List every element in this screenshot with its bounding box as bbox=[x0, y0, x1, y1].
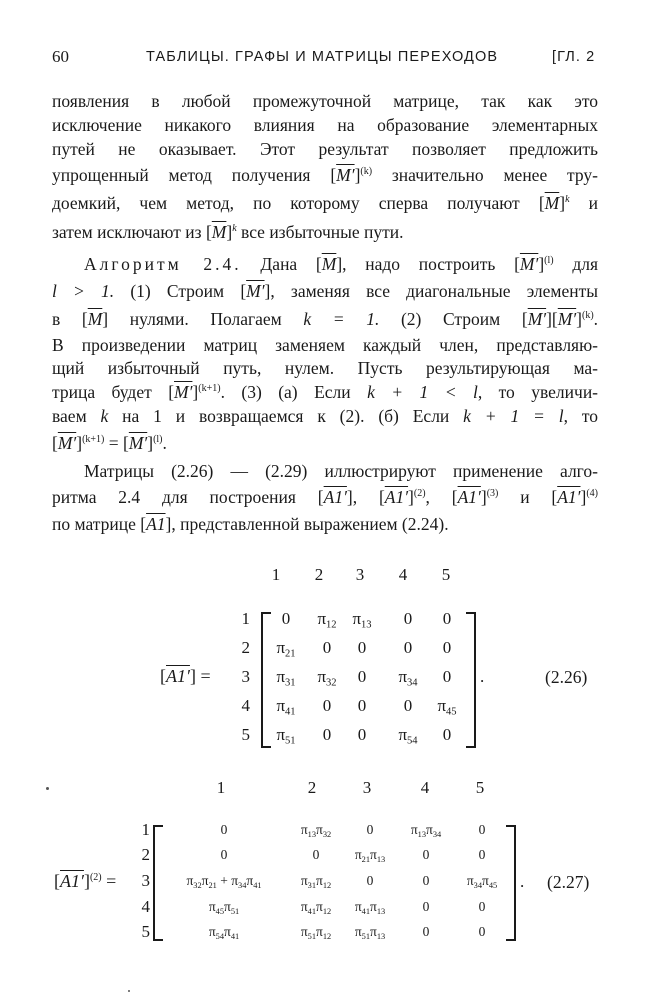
matrix-cell: 0 bbox=[422, 847, 430, 862]
text-line: исключение никакого влияния на образование элементарных bbox=[52, 115, 598, 135]
matrix-cell: $\pi_{13}\pi_{34}$ bbox=[410, 822, 442, 839]
column-header: 3 bbox=[355, 565, 365, 584]
matrix-cell: $\pi_{54}$ bbox=[398, 725, 418, 747]
matrix-cell: 0 bbox=[281, 609, 291, 628]
matrix-cell: $\pi_{13}$ bbox=[352, 609, 372, 631]
matrix-cell: $\pi_{31}$ bbox=[276, 667, 296, 689]
matrix-cell: $\pi_{41}$ bbox=[276, 696, 296, 718]
matrix-cell: 0 bbox=[357, 638, 367, 657]
formula: $[M']^{(k+1)} = [M']^{(l)}$. bbox=[52, 433, 167, 453]
matrix-cell: $\pi_{21}\pi_{13}$ bbox=[354, 847, 386, 864]
text-line: В произведении матриц заменяем каждый член, представляю- bbox=[52, 335, 598, 355]
matrix-cell: 0 bbox=[422, 873, 430, 888]
formula: $[A1']^{(3)}$ bbox=[451, 487, 499, 507]
matrix-cell: 0 bbox=[357, 667, 367, 686]
running-title: ТАБЛИЦЫ. ГРАФЫ И МАТРИЦЫ ПЕРЕХОДОВ bbox=[146, 49, 499, 65]
formula: $[A1']^{(2)}$, bbox=[378, 487, 430, 507]
column-header: 5 bbox=[475, 778, 485, 797]
matrix-cell: $\pi_{32}$ bbox=[317, 667, 337, 689]
text-fragment: и bbox=[588, 193, 599, 213]
row-header: 1 bbox=[141, 820, 150, 839]
text-fragment: доемкий, чем метод, по которому сперва получают bbox=[52, 193, 520, 213]
row-header: 2 bbox=[141, 845, 150, 864]
row-header: 5 bbox=[141, 922, 150, 941]
matrix-cell: $\pi_{34}\pi_{45}$ bbox=[466, 873, 498, 890]
matrix-cell: $\pi_{31}\pi_{12}$ bbox=[300, 873, 332, 890]
matrix-cell: 0 bbox=[442, 638, 452, 657]
formula: [A1] bbox=[140, 514, 172, 534]
text-line: появления в любой промежуточной матрице, так как это bbox=[52, 91, 598, 111]
text-line: ваем k на 1 и возвращаемся к (2). (б) Если k + 1 = l, то bbox=[52, 406, 598, 426]
row-header: 5 bbox=[241, 725, 250, 744]
column-header: 4 bbox=[420, 778, 430, 797]
matrix-cell: $\pi_{41}\pi_{12}$ bbox=[300, 899, 332, 916]
matrix-cell: $\pi_{45}$ bbox=[437, 696, 457, 718]
matrix-cell: 0 bbox=[312, 847, 320, 862]
matrix-cell: $\pi_{41}\pi_{13}$ bbox=[354, 899, 386, 916]
formula: $[M']^{(k+1)}$. bbox=[168, 382, 225, 402]
matrix-cell: 0 bbox=[442, 667, 452, 686]
formula: [M′] bbox=[240, 281, 271, 301]
matrix-cell: 0 bbox=[422, 899, 430, 914]
matrix-cell: $\pi_{32}\pi_{21} + \pi_{34}\pi_{41}$ bbox=[186, 873, 262, 890]
matrix-cell: $\pi_{51}$ bbox=[276, 725, 296, 747]
text-line: ритма 2.4 для построения [A1′], $[A1']^{(2)}$, $[A1']^{(3)}$ и $[A1']^{(4)}$ bbox=[52, 487, 598, 507]
matrix-cell: 0 bbox=[478, 847, 486, 862]
matrix-cell: 0 bbox=[442, 725, 452, 744]
text-line bbox=[52, 163, 598, 187]
matrix-cell: 0 bbox=[422, 924, 430, 939]
formula: $[M']^{(k)}$ bbox=[330, 165, 373, 185]
formula: $[\overline{M}]^k$ bbox=[538, 193, 570, 213]
formula: $[M'][M']^{(k)}$. bbox=[521, 309, 599, 329]
formula: k + 1 = l bbox=[463, 406, 564, 426]
column-header: 5 bbox=[441, 565, 451, 584]
period: . bbox=[520, 872, 525, 891]
matrix-cell: 0 bbox=[403, 638, 413, 657]
algorithm-title: Алгоритм 2.4. bbox=[84, 254, 242, 274]
text-fragment: значительно менее тру- bbox=[391, 165, 598, 185]
matrix-cell: 0 bbox=[322, 725, 332, 744]
text-line bbox=[52, 220, 598, 244]
text-line: трица будет $[M']^{(k+1)}$. (3) (а) Если k + 1 < l, то увеличи- bbox=[52, 382, 599, 402]
column-header: 1 bbox=[271, 565, 281, 584]
row-header: 1 bbox=[241, 609, 250, 628]
matrix-cell: $\pi_{45}\pi_{51}$ bbox=[208, 899, 240, 916]
matrix-cell: 0 bbox=[357, 696, 367, 715]
formula: $[\overline{M}]$ bbox=[81, 309, 109, 329]
matrix-cell: $\pi_{34}$ bbox=[398, 667, 418, 689]
row-header: 4 bbox=[141, 897, 150, 916]
text-line: Матрицы (2.26) — (2.29) иллюстрируют применение алго- bbox=[84, 461, 598, 481]
text-line: путей не оказывает. Этот результат позволяет предложить bbox=[52, 139, 598, 159]
left-bracket bbox=[153, 825, 163, 941]
matrix-cell: 0 bbox=[322, 638, 332, 657]
matrix-cell: $\pi_{54}\pi_{41}$ bbox=[208, 924, 240, 941]
matrix-cell: $\pi_{12}$ bbox=[317, 609, 337, 631]
column-header: 3 bbox=[362, 778, 372, 797]
row-header: 4 bbox=[241, 696, 250, 715]
print-speck bbox=[128, 990, 130, 992]
formula: $[\overline{M}]^k$ bbox=[205, 222, 237, 242]
matrix-cell: 0 bbox=[478, 822, 486, 837]
print-speck bbox=[46, 787, 49, 790]
text-line: Алгоритм 2.4. Дана $[\overline{M}]$, надо построить $[M']^{(l)}$ для bbox=[84, 254, 598, 274]
text-line bbox=[52, 191, 598, 215]
text-fragment: упрощенный метод получения bbox=[52, 165, 311, 185]
column-header: 2 bbox=[314, 565, 324, 584]
row-header: 3 bbox=[241, 667, 250, 686]
formula: k bbox=[100, 406, 109, 426]
page-number: 60 bbox=[52, 47, 69, 66]
matrix-cell: $\pi_{21}$ bbox=[276, 638, 296, 660]
formula: l > 1. bbox=[52, 281, 115, 301]
matrix-cell: 0 bbox=[366, 873, 374, 888]
formula: [A1′], bbox=[317, 487, 358, 507]
right-bracket bbox=[506, 825, 516, 941]
text-line: по матрице [A1], представленной выражением (2.24). bbox=[52, 514, 449, 534]
row-header: 2 bbox=[241, 638, 250, 657]
text-line: l > 1. (1) Строим [M′], заменяя все диагональные элементы bbox=[52, 281, 599, 301]
period: . bbox=[480, 667, 485, 686]
matrix-cell: 0 bbox=[478, 924, 486, 939]
left-bracket bbox=[261, 612, 271, 748]
matrix-cell: 0 bbox=[366, 822, 374, 837]
text-line: щий избыточный путь, нулем. Пусть результирующая ма- bbox=[52, 358, 598, 378]
matrix-cell: 0 bbox=[478, 899, 486, 914]
text-line bbox=[52, 431, 598, 455]
formula: k = 1. bbox=[303, 309, 380, 329]
matrix-cell: $\pi_{13}\pi_{32}$ bbox=[300, 822, 332, 839]
matrix-lhs: $[A1']^{(2)}$ = bbox=[54, 871, 117, 891]
equation-number: (2.26) bbox=[545, 667, 588, 687]
right-bracket bbox=[466, 612, 476, 748]
matrix-cell: 0 bbox=[220, 847, 228, 862]
matrix-cell: $\pi_{51}\pi_{12}$ bbox=[300, 924, 332, 941]
formula: $[\overline{M}]$ bbox=[315, 254, 343, 274]
text-line: в $[\overline{M}]$ нулями. Полагаем k = 1. (2) Строим $[M'][M']^{(k)}$. bbox=[52, 309, 599, 329]
matrix-cell: 0 bbox=[220, 822, 228, 837]
chapter-label: [ГЛ. 2 bbox=[552, 49, 596, 65]
formula: $[A1']^{(4)}$ bbox=[551, 487, 598, 507]
text-fragment: затем исключают из bbox=[52, 222, 202, 242]
matrix-cell: 0 bbox=[442, 609, 452, 628]
equation-number: (2.27) bbox=[547, 872, 590, 892]
matrix-lhs: [A1′] = bbox=[160, 666, 211, 686]
formula: $[M']^{(l)}$ bbox=[514, 254, 554, 274]
matrix-cell: 0 bbox=[357, 725, 367, 744]
text-fragment: все избыточные пути. bbox=[241, 222, 404, 242]
matrix-cell: 0 bbox=[403, 609, 413, 628]
matrix-cell: 0 bbox=[322, 696, 332, 715]
column-header: 1 bbox=[216, 778, 226, 797]
matrix-cell: $\pi_{51}\pi_{13}$ bbox=[354, 924, 386, 941]
matrix-cell: 0 bbox=[403, 696, 413, 715]
row-header: 3 bbox=[141, 871, 150, 890]
formula: k + 1 < l bbox=[367, 382, 478, 402]
column-header: 2 bbox=[307, 778, 317, 797]
column-header: 4 bbox=[398, 565, 408, 584]
